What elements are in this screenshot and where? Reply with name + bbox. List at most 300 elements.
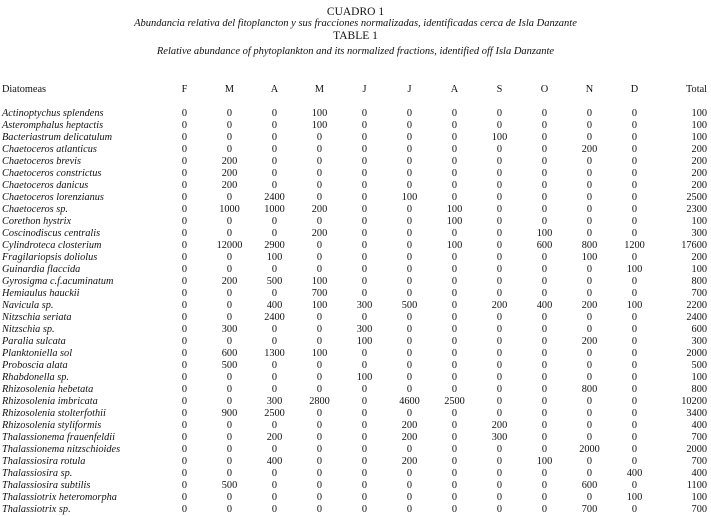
table-row (2, 288, 707, 300)
month-value: 0 (316, 324, 323, 335)
table-row (2, 228, 707, 240)
month-value: 0 (631, 168, 638, 179)
month-value: 0 (586, 312, 593, 323)
month-value: 300 (266, 396, 283, 407)
month-header: O (540, 84, 549, 95)
month-value: 0 (496, 336, 503, 347)
row-total: 800 (691, 276, 707, 287)
row-total: 17600 (681, 240, 707, 251)
month-value: 0 (631, 420, 638, 431)
month-header: M (224, 84, 235, 95)
table-row (2, 360, 707, 372)
species-name: Thalassiosira sp. (2, 468, 73, 479)
row-total: 300 (691, 336, 707, 347)
month-value: 0 (451, 468, 458, 479)
month-value: 0 (586, 492, 593, 503)
month-value: 0 (541, 108, 548, 119)
month-value: 0 (451, 384, 458, 395)
month-value: 0 (541, 180, 548, 191)
month-value: 0 (271, 372, 278, 383)
month-value: 0 (406, 468, 413, 479)
month-value: 0 (181, 420, 188, 431)
month-value: 0 (226, 384, 233, 395)
month-value: 0 (496, 276, 503, 287)
total-header: Total (685, 84, 707, 95)
month-value: 0 (361, 192, 368, 203)
month-value: 0 (586, 192, 593, 203)
month-value: 0 (181, 480, 188, 491)
table-row (2, 216, 707, 228)
month-value: 0 (631, 132, 638, 143)
month-value: 0 (316, 192, 323, 203)
month-value: 100 (401, 192, 418, 203)
month-value: 100 (626, 300, 643, 311)
row-total: 100 (691, 492, 707, 503)
table-row (2, 204, 707, 216)
subtitle-en: Relative abundance of phytoplankton and its normalized fractions, identified off Isla Danzante (156, 46, 555, 57)
title-es: CUADRO 1 (326, 6, 385, 18)
month-value: 0 (271, 360, 278, 371)
month-header: N (585, 84, 594, 95)
month-value: 0 (271, 120, 278, 131)
month-value: 400 (536, 300, 553, 311)
month-value: 0 (451, 336, 458, 347)
month-value: 0 (361, 396, 368, 407)
month-value: 0 (631, 384, 638, 395)
month-value: 0 (451, 252, 458, 263)
month-value: 0 (181, 444, 188, 455)
month-value: 0 (631, 156, 638, 167)
month-value: 0 (181, 288, 188, 299)
month-value: 0 (451, 492, 458, 503)
table-row (2, 468, 707, 480)
month-value: 0 (361, 492, 368, 503)
month-value: 0 (316, 468, 323, 479)
table-row (2, 144, 707, 156)
month-value: 0 (496, 348, 503, 359)
month-value: 0 (406, 204, 413, 215)
month-value: 0 (226, 228, 233, 239)
species-name: Chaetoceros danicus (2, 180, 89, 191)
month-value: 300 (221, 324, 238, 335)
month-value: 0 (181, 228, 188, 239)
month-value: 0 (181, 132, 188, 143)
month-value: 0 (451, 156, 458, 167)
month-value: 0 (451, 168, 458, 179)
month-value: 0 (496, 264, 503, 275)
month-value: 100 (266, 252, 283, 263)
month-value: 0 (496, 360, 503, 371)
month-value: 0 (586, 216, 593, 227)
month-value: 0 (271, 132, 278, 143)
month-value: 100 (581, 252, 598, 263)
species-name: Gyrosigma c.f.acuminatum (2, 276, 114, 287)
table-row (2, 132, 707, 144)
month-value: 1000 (219, 204, 240, 215)
month-value: 0 (451, 456, 458, 467)
month-value: 0 (451, 480, 458, 491)
row-total: 2200 (686, 300, 707, 311)
month-value: 0 (586, 180, 593, 191)
month-value: 0 (181, 192, 188, 203)
row-total: 10200 (681, 396, 707, 407)
month-value: 0 (541, 288, 548, 299)
table-row (2, 168, 707, 180)
month-value: 0 (361, 468, 368, 479)
month-value: 200 (401, 456, 418, 467)
species-name: Cylindroteca closterium (2, 240, 102, 251)
month-value: 0 (631, 252, 638, 263)
month-value: 0 (361, 264, 368, 275)
month-value: 0 (496, 312, 503, 323)
month-value: 0 (541, 396, 548, 407)
month-value: 0 (586, 276, 593, 287)
month-value: 0 (181, 372, 188, 383)
row-total: 100 (691, 132, 707, 143)
month-value: 0 (496, 120, 503, 131)
month-value: 300 (356, 324, 373, 335)
month-value: 0 (181, 180, 188, 191)
month-value: 0 (226, 372, 233, 383)
month-value: 2800 (309, 396, 330, 407)
month-value: 0 (586, 372, 593, 383)
month-value: 0 (451, 192, 458, 203)
month-value: 0 (406, 156, 413, 167)
row-total: 100 (691, 372, 707, 383)
month-value: 0 (361, 408, 368, 419)
species-name: Thalassionema frauenfeldii (2, 432, 115, 443)
month-value: 500 (221, 360, 238, 371)
month-value: 0 (226, 300, 233, 311)
month-value: 200 (221, 276, 238, 287)
month-value: 200 (581, 300, 598, 311)
month-value: 0 (496, 408, 503, 419)
month-value: 1300 (264, 348, 285, 359)
month-value: 0 (631, 216, 638, 227)
month-value: 0 (361, 144, 368, 155)
month-value: 0 (316, 360, 323, 371)
month-value: 0 (226, 252, 233, 263)
month-value: 0 (181, 504, 188, 515)
row-total: 200 (691, 180, 707, 191)
table-row (2, 192, 707, 204)
month-header: F (181, 84, 188, 95)
table-row (2, 300, 707, 312)
month-value: 200 (401, 420, 418, 431)
month-value: 0 (181, 144, 188, 155)
month-value: 600 (221, 348, 238, 359)
month-value: 2000 (579, 444, 600, 455)
month-value: 0 (496, 252, 503, 263)
species-name: Hemiaulus hauckii (2, 288, 80, 299)
month-value: 800 (581, 384, 598, 395)
month-value: 100 (311, 120, 328, 131)
species-name: Chaetoceros atlanticus (2, 144, 97, 155)
month-value: 0 (316, 252, 323, 263)
species-name: Planktoniella sol (2, 348, 73, 359)
month-value: 0 (406, 180, 413, 191)
month-value: 0 (586, 468, 593, 479)
species-name: Chaetoceros lorenzianus (2, 192, 104, 203)
month-value: 0 (541, 492, 548, 503)
species-name: Guinardia flaccida (2, 264, 81, 275)
month-value: 0 (631, 408, 638, 419)
table-row (2, 504, 707, 516)
table-body (2, 108, 707, 516)
species-name: Actinoptychus splendens (2, 108, 104, 119)
month-header: J (362, 84, 367, 95)
month-value: 0 (541, 372, 548, 383)
month-value: 0 (406, 276, 413, 287)
table-row (2, 264, 707, 276)
month-value: 0 (181, 240, 188, 251)
month-value: 0 (226, 336, 233, 347)
month-value: 0 (316, 480, 323, 491)
month-value: 0 (586, 156, 593, 167)
month-value: 0 (316, 384, 323, 395)
month-value: 0 (226, 192, 233, 203)
month-value: 0 (631, 312, 638, 323)
month-value: 0 (226, 144, 233, 155)
month-value: 0 (631, 228, 638, 239)
month-value: 0 (181, 156, 188, 167)
month-value: 0 (181, 336, 188, 347)
month-value: 0 (496, 240, 503, 251)
month-value: 0 (586, 288, 593, 299)
month-value: 800 (581, 240, 598, 251)
month-value: 0 (451, 300, 458, 311)
row-total: 2000 (686, 444, 707, 455)
month-value: 0 (361, 204, 368, 215)
species-name: Bacteriastrum delicatulum (2, 132, 113, 143)
table-row (2, 372, 707, 384)
month-value: 0 (586, 396, 593, 407)
month-value: 0 (496, 504, 503, 515)
month-value: 100 (446, 240, 463, 251)
month-value: 0 (271, 480, 278, 491)
month-value: 0 (541, 168, 548, 179)
month-value: 600 (536, 240, 553, 251)
month-value: 0 (181, 324, 188, 335)
month-value: 100 (311, 108, 328, 119)
month-value: 0 (496, 192, 503, 203)
month-header: M (314, 84, 325, 95)
month-value: 100 (626, 492, 643, 503)
month-value: 0 (541, 264, 548, 275)
month-value: 300 (356, 300, 373, 311)
table-row (2, 180, 707, 192)
month-value: 0 (451, 228, 458, 239)
month-value: 0 (316, 492, 323, 503)
table-row (2, 444, 707, 456)
species-name: Thalassiosira subtilis (2, 480, 91, 491)
month-value: 100 (446, 204, 463, 215)
month-value: 0 (181, 300, 188, 311)
species-name: Rhabdonella sp. (2, 372, 69, 383)
month-header: A (450, 84, 459, 95)
month-value: 0 (361, 312, 368, 323)
month-value: 0 (586, 204, 593, 215)
table-row (2, 276, 707, 288)
month-value: 0 (271, 180, 278, 191)
month-value: 0 (316, 372, 323, 383)
month-value: 0 (406, 348, 413, 359)
month-value: 0 (271, 228, 278, 239)
table-row (2, 408, 707, 420)
month-value: 0 (271, 144, 278, 155)
month-value: 0 (496, 108, 503, 119)
month-value: 0 (361, 384, 368, 395)
species-name: Asteromphalus heptactis (2, 120, 104, 131)
month-value: 500 (266, 276, 283, 287)
table-row (2, 396, 707, 408)
month-value: 0 (181, 468, 188, 479)
month-value: 0 (586, 420, 593, 431)
species-name: Rhizosolenia stolterfothii (2, 408, 106, 419)
month-value: 0 (271, 492, 278, 503)
month-value: 0 (631, 192, 638, 203)
month-value: 0 (631, 276, 638, 287)
month-value: 0 (631, 336, 638, 347)
month-value: 0 (586, 120, 593, 131)
month-value: 0 (316, 168, 323, 179)
month-value: 0 (316, 156, 323, 167)
month-value: 0 (631, 372, 638, 383)
title-block (0, 6, 711, 58)
month-value: 0 (181, 216, 188, 227)
month-value: 0 (586, 324, 593, 335)
table-row (2, 336, 707, 348)
month-value: 0 (181, 456, 188, 467)
month-value: 0 (316, 132, 323, 143)
month-value: 0 (361, 432, 368, 443)
month-value: 0 (361, 504, 368, 515)
month-value: 0 (406, 336, 413, 347)
month-value: 0 (181, 252, 188, 263)
month-value: 0 (406, 384, 413, 395)
title-en: TABLE 1 (333, 30, 378, 42)
table-row (2, 312, 707, 324)
month-value: 0 (226, 504, 233, 515)
month-value: 2400 (264, 192, 285, 203)
month-value: 0 (361, 156, 368, 167)
month-value: 0 (451, 264, 458, 275)
month-value: 0 (361, 420, 368, 431)
table-row (2, 252, 707, 264)
month-value: 0 (541, 408, 548, 419)
month-value: 0 (451, 360, 458, 371)
header-row (2, 84, 707, 108)
row-total: 1100 (686, 480, 707, 491)
abundance-table (2, 84, 707, 516)
month-value: 0 (631, 360, 638, 371)
month-value: 0 (496, 168, 503, 179)
row-total: 400 (691, 420, 707, 431)
month-value: 0 (631, 456, 638, 467)
month-value: 0 (406, 228, 413, 239)
species-name: Chaetoceros constrictus (2, 168, 102, 179)
species-name: Thalassiotrix heteromorpha (2, 492, 117, 503)
row-total: 300 (691, 228, 707, 239)
month-value: 1000 (264, 204, 285, 215)
month-value: 100 (446, 216, 463, 227)
row-total: 2400 (686, 312, 707, 323)
month-value: 200 (221, 180, 238, 191)
month-value: 0 (631, 120, 638, 131)
month-value: 0 (181, 168, 188, 179)
month-value: 0 (406, 312, 413, 323)
month-value: 4600 (399, 396, 420, 407)
month-value: 0 (226, 132, 233, 143)
month-value: 100 (536, 456, 553, 467)
month-value: 0 (586, 456, 593, 467)
month-value: 0 (541, 156, 548, 167)
month-value: 0 (496, 204, 503, 215)
month-value: 0 (226, 456, 233, 467)
row-total: 100 (691, 120, 707, 131)
species-name: Rhizosolenia hebetata (2, 384, 94, 395)
month-value: 0 (181, 312, 188, 323)
month-value: 0 (406, 288, 413, 299)
month-value: 0 (496, 216, 503, 227)
month-value: 0 (181, 384, 188, 395)
month-value: 0 (451, 324, 458, 335)
month-value: 0 (271, 420, 278, 431)
month-value: 0 (586, 432, 593, 443)
month-value: 900 (221, 408, 238, 419)
month-value: 0 (271, 264, 278, 275)
table-row (2, 156, 707, 168)
month-value: 0 (496, 444, 503, 455)
table-row (2, 432, 707, 444)
month-value: 0 (361, 444, 368, 455)
month-value: 0 (181, 264, 188, 275)
month-value: 200 (401, 432, 418, 443)
month-value: 0 (406, 408, 413, 419)
month-value: 0 (631, 204, 638, 215)
month-value: 100 (311, 276, 328, 287)
month-value: 0 (316, 432, 323, 443)
row-total: 100 (691, 264, 707, 275)
month-value: 200 (491, 300, 508, 311)
group-header: Diatomeas (2, 84, 47, 95)
month-value: 0 (361, 240, 368, 251)
month-value: 0 (631, 348, 638, 359)
row-total: 700 (691, 288, 707, 299)
month-value: 0 (451, 444, 458, 455)
month-value: 100 (311, 300, 328, 311)
month-value: 100 (356, 336, 373, 347)
month-value: 0 (271, 288, 278, 299)
species-name: Nitzschia seriata (2, 312, 72, 323)
month-value: 0 (271, 156, 278, 167)
month-value: 200 (581, 336, 598, 347)
month-value: 400 (266, 456, 283, 467)
month-value: 200 (221, 168, 238, 179)
month-value: 0 (406, 132, 413, 143)
month-value: 0 (451, 108, 458, 119)
species-name: Chaetoceros brevis (2, 156, 82, 167)
subtitle-es: Abundancia relativa del fitoplancton y sus fracciones normalizadas, identificadas cerca de Isla Danzante (134, 18, 577, 29)
month-value: 0 (631, 180, 638, 191)
month-value: 0 (586, 348, 593, 359)
month-value: 0 (451, 420, 458, 431)
month-value: 0 (631, 144, 638, 155)
month-value: 0 (406, 144, 413, 155)
row-total: 700 (691, 504, 707, 515)
month-value: 2500 (444, 396, 465, 407)
row-total: 600 (691, 324, 707, 335)
